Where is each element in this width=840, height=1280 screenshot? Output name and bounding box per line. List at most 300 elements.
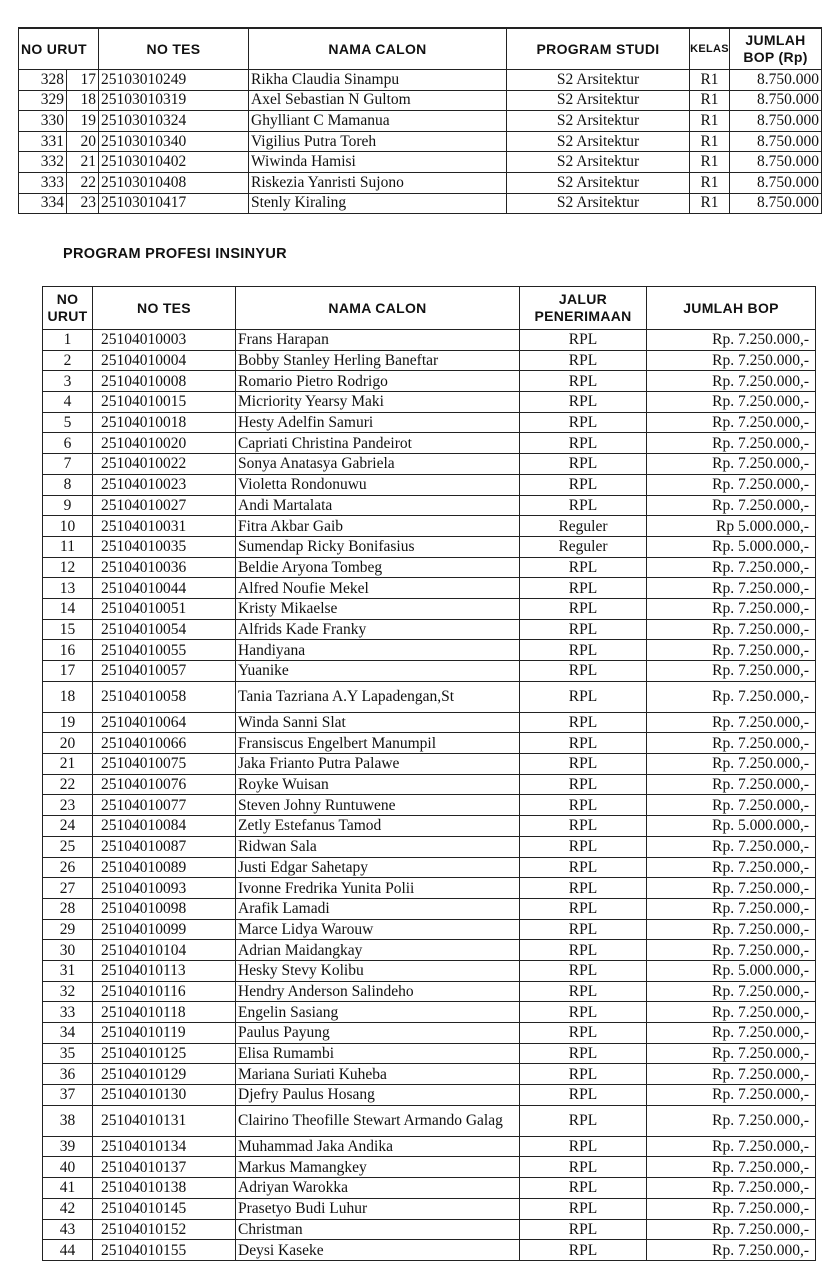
row-no-tes: 25104010055	[93, 640, 236, 661]
row-no: 19	[43, 712, 93, 733]
row-no-tes: 25104010058	[93, 681, 236, 712]
row-no: 43	[43, 1219, 93, 1240]
row-nama: Romario Pietro Rodrigo	[236, 371, 520, 392]
table-row	[43, 1023, 816, 1044]
row-bop: 8.750.000	[730, 70, 822, 91]
row-bop: 8.750.000	[730, 131, 822, 152]
table-row	[43, 640, 816, 661]
row-no: 10	[43, 516, 93, 537]
row-jalur: RPL	[520, 795, 647, 816]
table-row	[19, 90, 822, 111]
row-bop: Rp. 7.250.000,-	[647, 392, 816, 413]
row-no-tes: 25104010145	[93, 1198, 236, 1219]
row-bop: Rp. 7.250.000,-	[647, 919, 816, 940]
row-bop: Rp. 7.250.000,-	[647, 712, 816, 733]
row-no: 20	[43, 733, 93, 754]
table-row	[43, 754, 816, 775]
header-jalur-line1: JALUR	[558, 291, 608, 307]
table-row	[43, 454, 816, 475]
row-no-tes: 25104010066	[93, 733, 236, 754]
header-no-tes: NO TES	[99, 28, 249, 70]
row-no: 31	[43, 960, 93, 981]
profesi-insinyur-table	[42, 286, 816, 1261]
table-row	[43, 474, 816, 495]
header-no-urut	[43, 287, 93, 330]
row-jalur: RPL	[520, 1023, 647, 1044]
row-no-global: 328	[19, 70, 67, 91]
row-jalur: Reguler	[520, 516, 647, 537]
row-bop: Rp. 7.250.000,-	[647, 1136, 816, 1157]
row-no: 28	[43, 898, 93, 919]
row-no-tes: 25104010155	[93, 1240, 236, 1261]
row-no-tes: 25104010118	[93, 1002, 236, 1023]
table-row	[43, 433, 816, 454]
row-bop: Rp 5.000.000,-	[647, 516, 816, 537]
header-jumlah-bop-line1: JUMLAH	[745, 32, 806, 48]
row-no-tes: 25104010008	[93, 371, 236, 392]
row-bop: Rp. 7.250.000,-	[647, 371, 816, 392]
row-no-tes: 25104010076	[93, 774, 236, 795]
row-nama: Deysi Kaseke	[236, 1240, 520, 1261]
row-no-tes: 25104010129	[93, 1064, 236, 1085]
row-jalur: RPL	[520, 454, 647, 475]
row-nama: Muhammad Jaka Andika	[236, 1136, 520, 1157]
header-no-urut: NO URUT	[19, 28, 99, 70]
row-nama: Jaka Frianto Putra Palawe	[236, 754, 520, 775]
row-no: 41	[43, 1178, 93, 1199]
row-bop: Rp. 5.000.000,-	[647, 960, 816, 981]
table-row	[43, 371, 816, 392]
table-row	[43, 412, 816, 433]
row-nama: Arafik Lamadi	[236, 898, 520, 919]
row-no: 29	[43, 919, 93, 940]
table-row	[43, 712, 816, 733]
row-jalur: RPL	[520, 754, 647, 775]
header-nama-calon: NAMA CALON	[236, 287, 520, 330]
table-row	[43, 857, 816, 878]
row-nama: Stenly Kiraling	[249, 193, 507, 214]
row-jalur: RPL	[520, 1064, 647, 1085]
row-nama: Ivonne Fredrika Yunita Polii	[236, 878, 520, 899]
row-nama: Yuanike	[236, 661, 520, 682]
row-jalur: RPL	[520, 1085, 647, 1106]
row-jalur: RPL	[520, 598, 647, 619]
table-row	[43, 1157, 816, 1178]
row-bop: 8.750.000	[730, 172, 822, 193]
row-nama: Vigilius Putra Toreh	[249, 131, 507, 152]
table-row	[43, 330, 816, 351]
row-no-local: 19	[67, 111, 99, 132]
row-program-studi: S2 Arsitektur	[507, 90, 690, 111]
row-no-tes: 25104010075	[93, 754, 236, 775]
row-bop: Rp. 7.250.000,-	[647, 495, 816, 516]
row-no: 5	[43, 412, 93, 433]
row-nama: Adrian Maidangkay	[236, 940, 520, 961]
row-nama: Axel Sebastian N Gultom	[249, 90, 507, 111]
row-nama: Capriati Christina Pandeirot	[236, 433, 520, 454]
row-nama: Hesty Adelfin Samuri	[236, 412, 520, 433]
row-no-tes: 25104010036	[93, 557, 236, 578]
row-no: 33	[43, 1002, 93, 1023]
row-nama: Mariana Suriati Kuheba	[236, 1064, 520, 1085]
row-no-global: 330	[19, 111, 67, 132]
row-nama: Prasetyo Budi Luhur	[236, 1198, 520, 1219]
row-nama: Sumendap Ricky Bonifasius	[236, 536, 520, 557]
header-jumlah-bop: JUMLAH BOP	[647, 287, 816, 330]
row-jalur: RPL	[520, 1105, 647, 1136]
row-jalur: Reguler	[520, 536, 647, 557]
row-no-tes: 25104010125	[93, 1043, 236, 1064]
row-no-tes: 25104010087	[93, 836, 236, 857]
row-bop: Rp. 7.250.000,-	[647, 619, 816, 640]
row-nama: Andi Martalata	[236, 495, 520, 516]
row-nama: Violetta Rondonuwu	[236, 474, 520, 495]
table-row	[43, 495, 816, 516]
row-jalur: RPL	[520, 557, 647, 578]
table-row	[43, 1178, 816, 1199]
row-no: 25	[43, 836, 93, 857]
row-no-tes: 25103010249	[99, 70, 249, 91]
row-bop: Rp. 7.250.000,-	[647, 1198, 816, 1219]
arsitektur-table	[18, 27, 822, 214]
row-bop: Rp. 7.250.000,-	[647, 940, 816, 961]
row-no-tes: 25104010152	[93, 1219, 236, 1240]
row-no: 27	[43, 878, 93, 899]
table-row	[43, 392, 816, 413]
row-bop: Rp. 7.250.000,-	[647, 774, 816, 795]
row-bop: Rp. 7.250.000,-	[647, 640, 816, 661]
header-jalur-line2: PENERIMAAN	[534, 308, 632, 324]
table-row	[43, 816, 816, 837]
table-row	[43, 1064, 816, 1085]
row-nama: Tania Tazriana A.Y Lapadengan,St	[236, 681, 520, 712]
row-kelas: R1	[690, 172, 730, 193]
row-no-local: 23	[67, 193, 99, 214]
row-no: 18	[43, 681, 93, 712]
row-nama: Adriyan Warokka	[236, 1178, 520, 1199]
row-jalur: RPL	[520, 774, 647, 795]
row-no: 21	[43, 754, 93, 775]
row-no-tes: 25104010119	[93, 1023, 236, 1044]
row-nama: Fitra Akbar Gaib	[236, 516, 520, 537]
row-no-tes: 25104010098	[93, 898, 236, 919]
row-no-tes: 25103010402	[99, 152, 249, 173]
row-bop: Rp. 7.250.000,-	[647, 1219, 816, 1240]
row-no-local: 22	[67, 172, 99, 193]
row-jalur: RPL	[520, 392, 647, 413]
header-jalur-penerimaan	[520, 287, 647, 330]
row-nama: Riskezia Yanristi Sujono	[249, 172, 507, 193]
row-no-tes: 25104010051	[93, 598, 236, 619]
row-bop: Rp. 7.250.000,-	[647, 1064, 816, 1085]
row-nama: Ridwan Sala	[236, 836, 520, 857]
row-no: 24	[43, 816, 93, 837]
row-bop: Rp. 7.250.000,-	[647, 878, 816, 899]
row-jalur: RPL	[520, 412, 647, 433]
row-nama: Wiwinda Hamisi	[249, 152, 507, 173]
row-nama: Alfrids Kade Franky	[236, 619, 520, 640]
table-row	[43, 350, 816, 371]
row-kelas: R1	[690, 193, 730, 214]
row-no: 16	[43, 640, 93, 661]
row-kelas: R1	[690, 152, 730, 173]
row-kelas: R1	[690, 111, 730, 132]
row-no-tes: 25104010130	[93, 1085, 236, 1106]
row-bop: 8.750.000	[730, 193, 822, 214]
row-no-tes: 25104010015	[93, 392, 236, 413]
row-bop: Rp. 7.250.000,-	[647, 330, 816, 351]
table-row	[43, 898, 816, 919]
row-no: 11	[43, 536, 93, 557]
row-bop: Rp. 7.250.000,-	[647, 598, 816, 619]
row-nama: Ghylliant C Mamanua	[249, 111, 507, 132]
row-no-local: 21	[67, 152, 99, 173]
row-program-studi: S2 Arsitektur	[507, 131, 690, 152]
row-no-global: 329	[19, 90, 67, 111]
row-nama: Elisa Rumambi	[236, 1043, 520, 1064]
row-no: 7	[43, 454, 93, 475]
row-no-tes: 25104010113	[93, 960, 236, 981]
row-bop: 8.750.000	[730, 152, 822, 173]
row-bop: Rp. 7.250.000,-	[647, 1157, 816, 1178]
row-bop: Rp. 7.250.000,-	[647, 350, 816, 371]
table-row	[43, 536, 816, 557]
row-jalur: RPL	[520, 898, 647, 919]
row-jalur: RPL	[520, 836, 647, 857]
row-jalur: RPL	[520, 619, 647, 640]
row-nama: Royke Wuisan	[236, 774, 520, 795]
row-jalur: RPL	[520, 1002, 647, 1023]
row-no: 40	[43, 1157, 93, 1178]
row-jalur: RPL	[520, 1178, 647, 1199]
row-no: 44	[43, 1240, 93, 1261]
row-bop: Rp. 7.250.000,-	[647, 1043, 816, 1064]
row-nama: Marce Lidya Warouw	[236, 919, 520, 940]
row-kelas: R1	[690, 90, 730, 111]
table-row	[43, 681, 816, 712]
row-jalur: RPL	[520, 712, 647, 733]
row-no: 17	[43, 661, 93, 682]
row-no: 36	[43, 1064, 93, 1085]
header-no-line2: URUT	[47, 308, 88, 324]
row-no: 8	[43, 474, 93, 495]
row-jalur: RPL	[520, 1219, 647, 1240]
row-bop: Rp. 7.250.000,-	[647, 836, 816, 857]
row-no: 34	[43, 1023, 93, 1044]
row-bop: Rp. 7.250.000,-	[647, 557, 816, 578]
table-row	[43, 940, 816, 961]
row-no: 22	[43, 774, 93, 795]
header-nama-calon: NAMA CALON	[249, 28, 507, 70]
row-nama: Alfred Noufie Mekel	[236, 578, 520, 599]
row-kelas: R1	[690, 131, 730, 152]
row-jalur: RPL	[520, 640, 647, 661]
row-jalur: RPL	[520, 816, 647, 837]
row-program-studi: S2 Arsitektur	[507, 70, 690, 91]
row-bop: Rp. 7.250.000,-	[647, 1105, 816, 1136]
row-bop: Rp. 7.250.000,-	[647, 754, 816, 775]
row-program-studi: S2 Arsitektur	[507, 172, 690, 193]
row-no-global: 333	[19, 172, 67, 193]
row-no: 3	[43, 371, 93, 392]
header-no-tes: NO TES	[93, 287, 236, 330]
row-jalur: RPL	[520, 330, 647, 351]
row-nama: Hesky Stevy Kolibu	[236, 960, 520, 981]
table-row	[19, 193, 822, 214]
row-nama: Sonya Anatasya Gabriela	[236, 454, 520, 475]
table-row	[43, 598, 816, 619]
row-nama: Clairino Theofille Stewart Armando Galag	[236, 1105, 520, 1136]
row-nama: Handiyana	[236, 640, 520, 661]
table-row	[43, 1136, 816, 1157]
row-no-tes: 25103010324	[99, 111, 249, 132]
row-no-tes: 25104010134	[93, 1136, 236, 1157]
table-row	[43, 578, 816, 599]
row-no-global: 331	[19, 131, 67, 152]
row-bop: Rp. 7.250.000,-	[647, 412, 816, 433]
table-row	[19, 111, 822, 132]
row-nama: Frans Harapan	[236, 330, 520, 351]
row-jalur: RPL	[520, 578, 647, 599]
row-bop: Rp. 7.250.000,-	[647, 1002, 816, 1023]
row-bop: Rp. 7.250.000,-	[647, 661, 816, 682]
row-no-tes: 25104010138	[93, 1178, 236, 1199]
row-bop: Rp. 7.250.000,-	[647, 578, 816, 599]
table-row	[43, 619, 816, 640]
row-no-tes: 25103010319	[99, 90, 249, 111]
row-no-tes: 25104010022	[93, 454, 236, 475]
row-jalur: RPL	[520, 495, 647, 516]
row-no: 32	[43, 981, 93, 1002]
row-bop: Rp. 7.250.000,-	[647, 1023, 816, 1044]
row-jalur: RPL	[520, 1136, 647, 1157]
row-bop: Rp. 7.250.000,-	[647, 474, 816, 495]
table-header-row	[19, 28, 822, 70]
table-row	[43, 878, 816, 899]
row-nama: Rikha Claudia Sinampu	[249, 70, 507, 91]
row-no-tes: 25104010064	[93, 712, 236, 733]
row-no-tes: 25104010020	[93, 433, 236, 454]
table-row	[43, 1198, 816, 1219]
row-program-studi: S2 Arsitektur	[507, 111, 690, 132]
row-bop: 8.750.000	[730, 90, 822, 111]
row-nama: Micriority Yearsy Maki	[236, 392, 520, 413]
table-row	[19, 152, 822, 173]
section-title: PROGRAM PROFESI INSINYUR	[63, 246, 287, 262]
row-no-tes: 25104010035	[93, 536, 236, 557]
table-row	[43, 774, 816, 795]
row-bop: Rp. 7.250.000,-	[647, 681, 816, 712]
row-bop: Rp. 7.250.000,-	[647, 857, 816, 878]
row-program-studi: S2 Arsitektur	[507, 193, 690, 214]
row-jalur: RPL	[520, 1157, 647, 1178]
row-jalur: RPL	[520, 681, 647, 712]
table-row	[43, 1085, 816, 1106]
row-jalur: RPL	[520, 350, 647, 371]
row-no: 2	[43, 350, 93, 371]
row-bop: Rp. 7.250.000,-	[647, 898, 816, 919]
row-no: 6	[43, 433, 93, 454]
row-no-tes: 25104010093	[93, 878, 236, 899]
row-bop: Rp. 7.250.000,-	[647, 981, 816, 1002]
table-row	[43, 981, 816, 1002]
header-program-studi: PROGRAM STUDI	[507, 28, 690, 70]
arsitektur-table-body	[19, 70, 822, 214]
row-no-tes: 25104010054	[93, 619, 236, 640]
table-row	[19, 70, 822, 91]
row-no-tes: 25104010031	[93, 516, 236, 537]
row-no: 23	[43, 795, 93, 816]
row-no-tes: 25104010089	[93, 857, 236, 878]
row-no: 38	[43, 1105, 93, 1136]
row-no: 1	[43, 330, 93, 351]
row-jalur: RPL	[520, 371, 647, 392]
row-no: 15	[43, 619, 93, 640]
table-row	[43, 960, 816, 981]
table-row	[43, 1105, 816, 1136]
row-jalur: RPL	[520, 1198, 647, 1219]
row-no-tes: 25104010057	[93, 661, 236, 682]
row-no: 37	[43, 1085, 93, 1106]
row-no: 42	[43, 1198, 93, 1219]
table-row	[19, 172, 822, 193]
table-row	[43, 795, 816, 816]
row-bop: Rp. 7.250.000,-	[647, 1178, 816, 1199]
row-nama: Bobby Stanley Herling Baneftar	[236, 350, 520, 371]
row-nama: Justi Edgar Sahetapy	[236, 857, 520, 878]
row-bop: Rp. 7.250.000,-	[647, 433, 816, 454]
table-row	[19, 131, 822, 152]
header-no-line1: NO	[56, 291, 79, 307]
row-jalur: RPL	[520, 940, 647, 961]
row-jalur: RPL	[520, 919, 647, 940]
table-header-row	[43, 287, 816, 330]
row-jalur: RPL	[520, 733, 647, 754]
row-nama: Djefry Paulus Hosang	[236, 1085, 520, 1106]
row-nama: Winda Sanni Slat	[236, 712, 520, 733]
row-bop: Rp. 7.250.000,-	[647, 733, 816, 754]
row-no-local: 20	[67, 131, 99, 152]
row-bop: Rp. 7.250.000,-	[647, 795, 816, 816]
row-no-local: 18	[67, 90, 99, 111]
table-row	[43, 1219, 816, 1240]
table-row	[43, 836, 816, 857]
row-no-tes: 25103010417	[99, 193, 249, 214]
row-no-global: 334	[19, 193, 67, 214]
row-program-studi: S2 Arsitektur	[507, 152, 690, 173]
row-jalur: RPL	[520, 661, 647, 682]
row-no-tes: 25104010077	[93, 795, 236, 816]
row-no-local: 17	[67, 70, 99, 91]
row-bop: Rp. 7.250.000,-	[647, 454, 816, 475]
row-no-tes: 25104010044	[93, 578, 236, 599]
row-no: 4	[43, 392, 93, 413]
row-no-tes: 25104010137	[93, 1157, 236, 1178]
row-jalur: RPL	[520, 474, 647, 495]
row-nama: Fransiscus Engelbert Manumpil	[236, 733, 520, 754]
row-no: 30	[43, 940, 93, 961]
row-no: 35	[43, 1043, 93, 1064]
row-no-tes: 25104010084	[93, 816, 236, 837]
row-no: 26	[43, 857, 93, 878]
row-nama: Beldie Aryona Tombeg	[236, 557, 520, 578]
row-no: 14	[43, 598, 93, 619]
row-no: 12	[43, 557, 93, 578]
table-row	[43, 516, 816, 537]
row-bop: Rp. 7.250.000,-	[647, 1085, 816, 1106]
row-jalur: RPL	[520, 981, 647, 1002]
table-row	[43, 1240, 816, 1261]
